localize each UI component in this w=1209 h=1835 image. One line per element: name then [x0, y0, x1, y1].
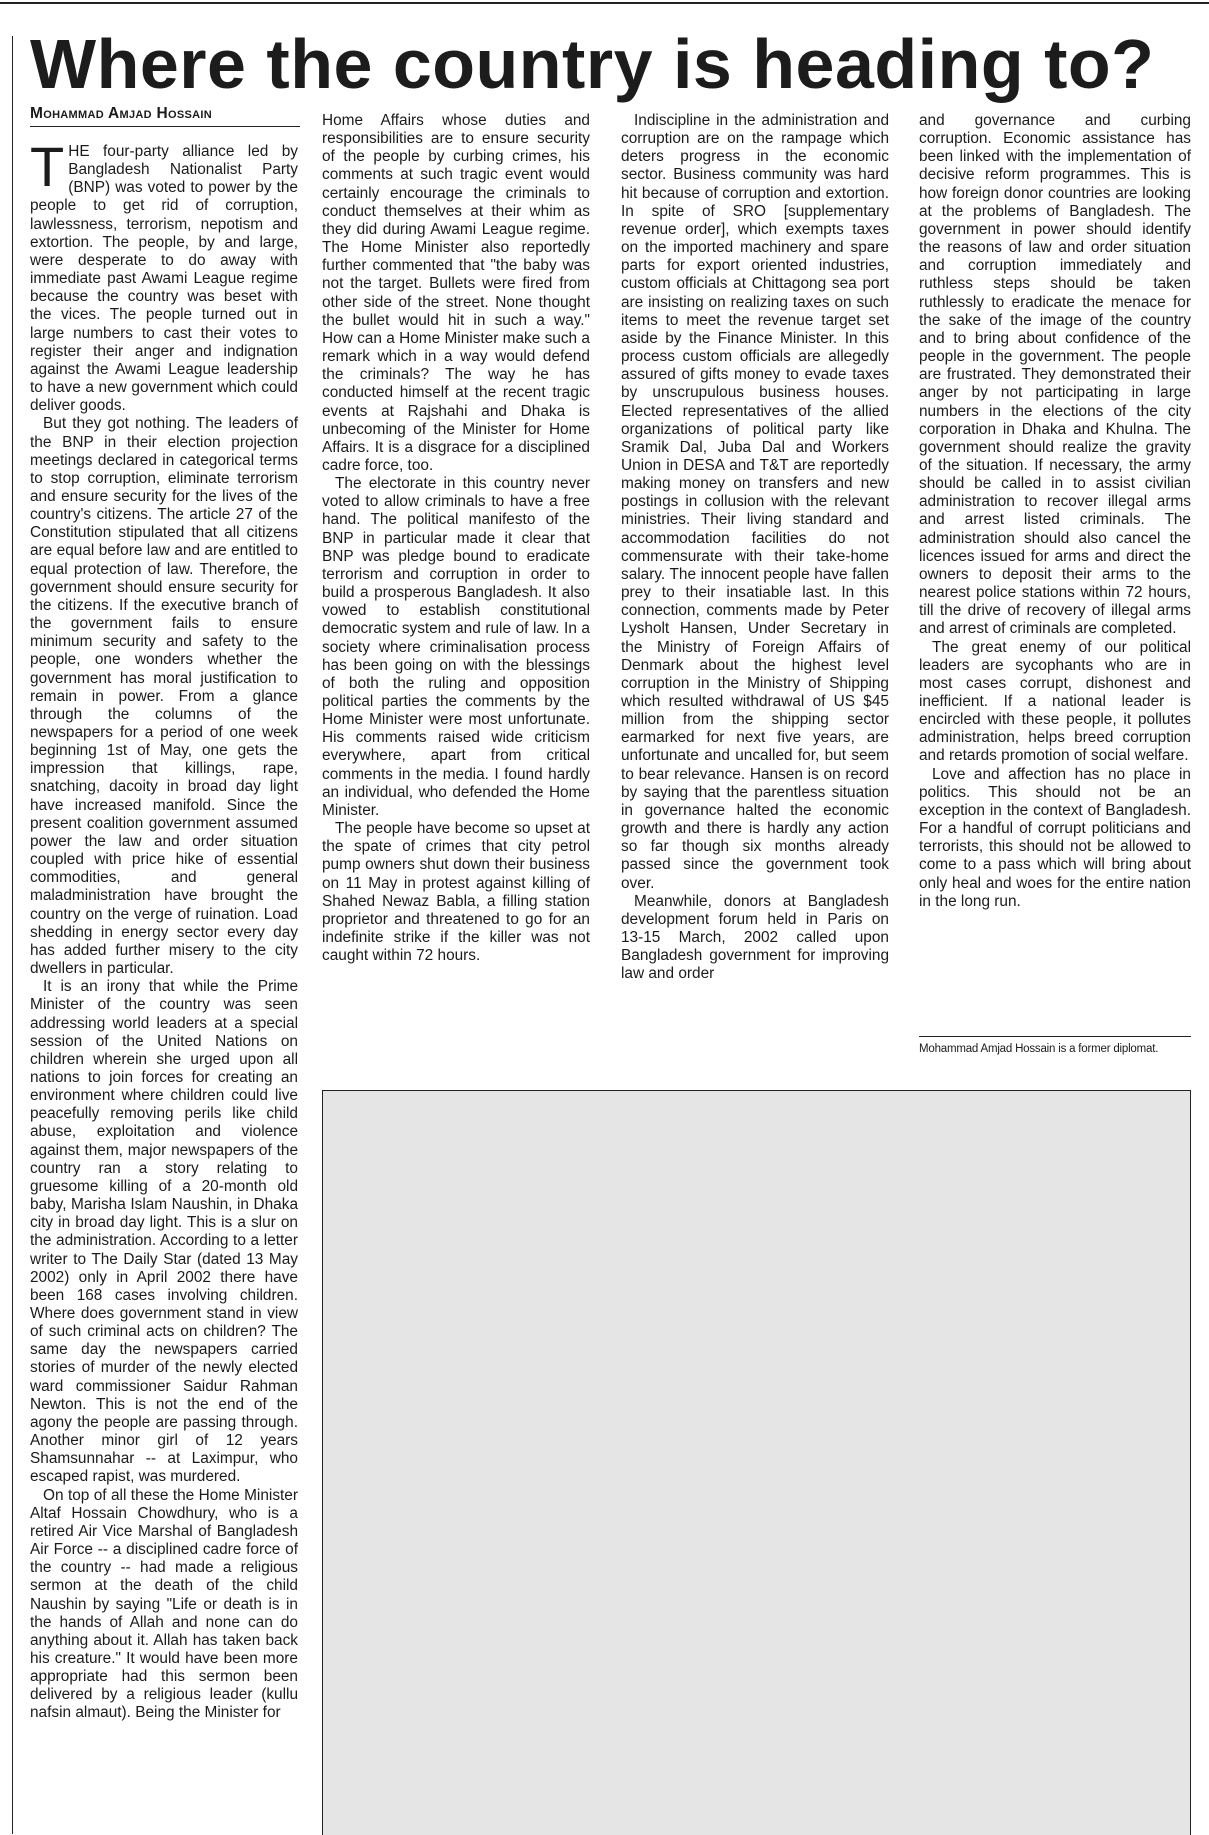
left-column-rule	[12, 36, 13, 1834]
paragraph: The electorate in this country never voted to allow criminals to have a free hand. The political manifesto of the BNP in particular made it clear that BNP was pledge bound to eradicate terrorism and corruption in order to build a prosperous Bangladesh. It also vowed to establish constitutional democratic system and rule of law. In a society where criminalisation process has been going on with the blessings of both the ruling and opposition political parties the comments by the Home Minister were most unfortunate. His comments raised wide criticism everywhere, apart from critical comments in the media. I found hardly an individual, who defended the Home Minister.	[322, 475, 590, 819]
paragraph: On top of all these the Home Minister Altaf Hossain Chowdhury, who is a retired Air Vice Marshal of Bangladesh Air Force -- a disciplined cadre force of the country -- had made a religious sermon at the death of the child Naushin by saying "Life or death is in the hands of Allah and none can do anything about it. Allah has taken back his creature." It would have been more appropriate had this sermon been delivered by a religious leader (kullu nafsin almaut). Being the Minister for	[30, 1486, 298, 1722]
article-column-2	[322, 112, 590, 965]
paragraph-text: HE four-party alliance led by Bangladesh Nationalist Party (BNP) was voted to power by the people to get rid of corruption, lawlessness, terrorism, nepotism and extortion. The people, by and large, were desperate to do away with immediate past Awami League regime because the country was beset with the vices. The people turned out in large numbers to cast their votes to register their anger and indignation against the Awami League leadership to have a new government which could deliver goods.	[30, 143, 298, 415]
paragraph: Meanwhile, donors at Bangladesh development forum held in Paris on 13-15 March, 2002 called upon Bangladesh government for improving law and order	[621, 892, 889, 983]
paragraph	[30, 135, 298, 415]
paragraph: Indiscipline in the administration and corruption are on the rampage which deters progress in the economic sector. Business community was hard hit because of corruption and extortion. In spite of SRO [supplementary revenue order], which exempts taxes on the imported machinery and spare parts for export oriented industries, custom officials at Chittagong sea port are insisting on realizing taxes on such items to meet the revenue target set aside by the Finance Minister. In this process custom officials are allegedly assured of gifts money to evade taxes by unscrupulous business houses. Elected representatives of the allied organizations of political party like Sramik Dal, Juba Dal and Workers Union in DESA and T&T are reportedly making money on transfers and new postings in collusion with the relevant ministries. Their living standard and accommodation facilities do not commensurate with their take-home salary. The innocent people have fallen prey to their insatiable last. In this connection, comments made by Peter Lysholt Hansen, Under Secretary in the Ministry of Foreign Affairs of Denmark about the highest level corruption in the Ministry of Shipping which resulted withdrawal of US $45 million from the shipping sector earmarked for next five years, are unfortunate and uncalled for, but seem to bear relevance. Hansen is on record by saying that the parentless situation in governance halted the economic growth and there is hardly any action so far though six months already passed since the government took over.	[621, 112, 889, 892]
empty-gray-panel	[322, 1090, 1191, 1835]
article-column-4	[919, 112, 1191, 911]
article-column-3	[621, 112, 889, 984]
top-rule	[0, 2, 1209, 4]
drop-cap: T	[30, 135, 65, 198]
paragraph: It is an irony that while the Prime Minister of the country was seen addressing world leaders at a special session of the United Nations on children wherein she urged upon all nations to join forces for creating an environment where children could live peacefully removing perils like child abuse, exploitation and violence against them, major newspapers of the country ran a story relating to gruesome killing of a 20-month old baby, Marisha Islam Naushin, in Dhaka city in broad day light. This is a slur on the administration. According to a letter writer to The Daily Star (dated 13 May 2002) only in April 2002 there have been 168 cases involving children. Where does government stand in view of such criminal acts on children? The same day the newspapers carried stories of murder of the newly elected ward commissioner Saidur Rahman Newton. This is not the end of the agony the people are passing through. Another minor girl of 12 years Shamsunnahar -- at Laximpur, who escaped rapist, was murdered.	[30, 978, 298, 1486]
paragraph: The great enemy of our political leaders are sycophants who are in most cases corrupt, dishonest and inefficient. If a national leader is encircled with these people, it pollutes administration, helps breed corruption and retards promotion of social welfare.	[919, 638, 1191, 765]
author-byline: Mohammad Amjad Hossain	[30, 104, 300, 127]
author-footnote: Mohammad Amjad Hossain is a former diplomat.	[919, 1036, 1191, 1056]
article-column-1	[30, 135, 298, 1723]
paragraph: The people have become so upset at the spate of crimes that city petrol pump owners shut down their business on 11 May in protest against killing of Shahed Newaz Babla, a filling station proprietor and threatened to go for an indefinite strike if the killer was not caught within 72 hours.	[322, 820, 590, 965]
paragraph: But they got nothing. The leaders of the BNP in their election projection meetings declared in categorical terms to stop corruption, eliminate terrorism and ensure security for the lives of the country's citizens. The article 27 of the Constitution stipulated that all citizens are equal before law and are entitled to equal protection of law. Therefore, the government should ensure security for the citizens. If the executive branch of the government fails to ensure minimum security and safety to the people, one wonders whether the government has moral justification to remain in power. From a glance through the columns of the newspapers for a period of one week beginning 1st of May, one gets the impression that killings, rape, snatching, dacoity in broad day light have increased manifold. Since the present coalition government assumed power the law and order situation coupled with price hike of essential commodities, and general maladministration have brought the country on the verge of ruination. Load shedding in energy sector every day has added further misery to the city dwellers in particular.	[30, 415, 298, 978]
article-headline: Where the country is heading to?	[30, 25, 1155, 103]
paragraph: and governance and curbing corruption. Economic assistance has been linked with the implementation of decisive reform programmes. This is how foreign donor countries are looking at the problems of Bangladesh. The government in power should identify the reasons of law and order situation and corruption immediately and ruthless steps should be taken ruthlessly to eradicate the menace for the sake of the image of the country and to bring about confidence of the people in the government. The people are frustrated. They demonstrated their anger by not participating in large numbers in the elections of the city corporation in Dhaka and Khulna. The government should realize the gravity of the situation. If necessary, the army should be called in to assist civilian administration to recover illegal arms and arrest listed criminals. The administration should also cancel the licences issued for arms and direct the owners to deposit their arms to the nearest police stations within 72 hours, till the drive of recovery of illegal arms and arrest of criminals are completed.	[919, 112, 1191, 638]
paragraph: Love and affection has no place in politics. This should not be an exception in the context of Bangladesh. For a handful of corrupt politicians and terrorists, this should not be allowed to come to a pass which will bring about only heal and woes for the entire nation in the long run.	[919, 765, 1191, 910]
paragraph: Home Affairs whose duties and responsibilities are to ensure security of the people by curbing crimes, his comments at such tragic event would certainly encourage the criminals to conduct themselves at their whim as they did during Awami League regime. The Home Minister also reportedly further commented that "the baby was not the target. Bullets were fired from other side of the street. None thought the bullet would hit in such a way." How can a Home Minister make such a remark which in a way would defend the criminals? The way he has conducted himself at the recent tragic events at Rajshahi and Dhaka is unbecoming of the Minister for Home Affairs. It is a disgrace for a disciplined cadre force, too.	[322, 112, 590, 474]
